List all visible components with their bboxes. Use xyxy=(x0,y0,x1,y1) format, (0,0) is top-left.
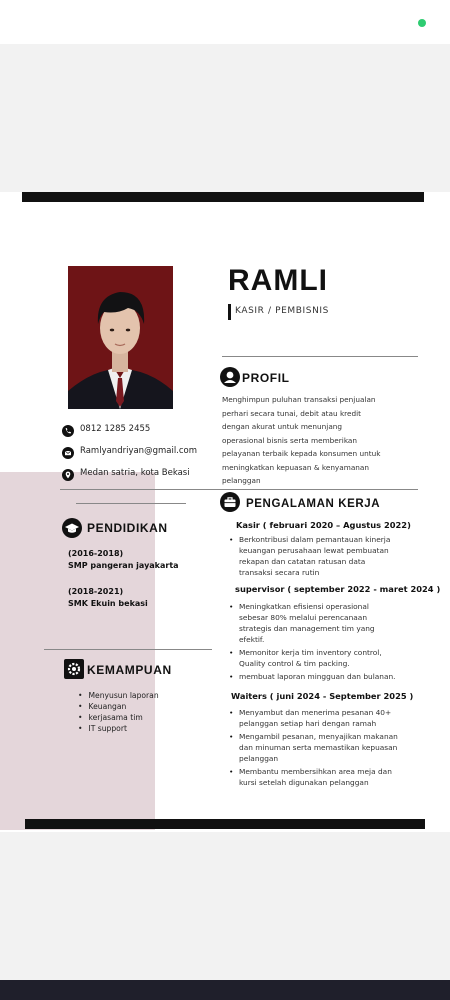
list-item: • Mengambil pesanan, menyajikan makanan dan minuman serta memastikan kepuasan pelanggan xyxy=(229,731,399,764)
bottom-divider-bar xyxy=(25,819,425,829)
status-dot-icon xyxy=(418,19,426,27)
top-divider-bar xyxy=(22,192,424,202)
education-item: (2016-2018) SMP pangeran jayakarta xyxy=(68,549,179,570)
education-item: (2018-2021) SMK Ekuin bekasi xyxy=(68,587,148,608)
list-item: • Meningkatkan efisiensi operasional sebesar 80% melalui perencanaan strategis dan management tim yang efektif. xyxy=(229,601,399,645)
list-item: • IT support xyxy=(78,723,159,734)
gear-icon xyxy=(64,659,84,679)
resume-role: KASIR / PEMBISNIS xyxy=(235,306,329,316)
profile-photo xyxy=(68,266,173,409)
list-item: • Berkontribusi dalam pemantauan kinerja keuangan perusahaan lewat pembuatan rekapan dan catatan ratusan data transaksi secara rutin xyxy=(229,534,401,578)
location-pin-icon xyxy=(62,466,74,478)
job-bullets xyxy=(229,707,399,790)
job-title: Waiters ( juni 2024 - September 2025 ) xyxy=(231,691,414,701)
divider xyxy=(76,503,186,504)
list-item: • Menyambut dan menerima pesanan 40+ pelanggan setiap hari dengan ramah xyxy=(229,707,399,729)
list-item: • Memonitor kerja tim inventory control, Quality control & tim packing. xyxy=(229,647,399,669)
role-accent-bar xyxy=(228,304,231,320)
profile-text: Menghimpun puluhan transaksi penjualan perhari secara tunai, debit atau kredit dengan akurat untuk menunjang operasional bisnis serta memberikan pelayanan terbaik kepada konsumen untuk meningkatkan kepuasan & kenyamanan pelanggan xyxy=(222,395,381,485)
list-item: • Membantu membersihkan area meja dan kursi setelah digunakan pelanggan xyxy=(229,766,399,788)
profile-title: PROFIL xyxy=(242,371,290,385)
contact-email: Ramlyandriyan@gmail.com xyxy=(80,446,198,456)
user-icon xyxy=(220,367,240,387)
contact-address: Medan satria, kota Bekasi xyxy=(80,468,190,478)
list-item: • kerjasama tim xyxy=(78,712,159,723)
experience-title: PENGALAMAN KERJA xyxy=(246,498,381,510)
navigation-bar xyxy=(0,980,450,1000)
list-item: • Keuangan xyxy=(78,701,159,712)
skills-list xyxy=(78,690,159,734)
divider xyxy=(44,649,212,650)
briefcase-icon xyxy=(220,492,240,512)
skills-title: KEMAMPUAN xyxy=(87,663,172,677)
phone-icon xyxy=(62,422,74,434)
divider xyxy=(60,489,418,490)
job-title: Kasir ( februari 2020 – Agustus 2022) xyxy=(236,520,411,530)
status-bar xyxy=(0,0,450,44)
list-item: • membuat laporan mingguan dan bulanan. xyxy=(229,671,399,682)
mail-icon xyxy=(62,444,74,456)
contact-phone: 0812 1285 2455 xyxy=(80,424,151,434)
resume-name: RAMLI xyxy=(228,264,328,297)
job-bullets xyxy=(229,534,401,580)
list-item: • Menyusun laporan xyxy=(78,690,159,701)
divider xyxy=(222,356,418,357)
education-title: PENDIDIKAN xyxy=(87,521,168,535)
job-title: supervisor ( september 2022 - maret 2024 ) xyxy=(235,584,441,594)
graduation-cap-icon xyxy=(62,518,82,538)
job-bullets xyxy=(229,601,399,684)
